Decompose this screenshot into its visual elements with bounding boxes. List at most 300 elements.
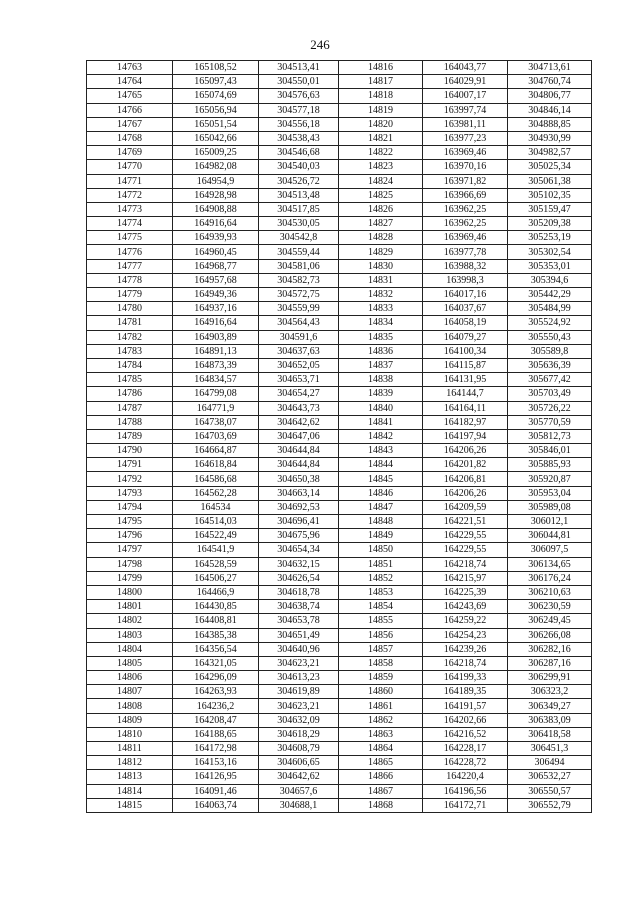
y-coordinate-cell: 304564,43 <box>259 316 339 330</box>
point-id-cell: 14805 <box>87 656 173 670</box>
y-coordinate-cell: 304651,49 <box>259 628 339 642</box>
y-coordinate-cell: 304517,85 <box>259 202 339 216</box>
y-coordinate-cell: 304675,96 <box>259 529 339 543</box>
x-coordinate-cell: 164916,64 <box>173 316 259 330</box>
table-row <box>87 302 592 316</box>
x-coordinate-cell: 164928,98 <box>173 188 259 202</box>
point-id-cell: 14868 <box>339 798 423 812</box>
x-coordinate-cell: 164206,81 <box>423 472 508 486</box>
x-coordinate-cell: 164218,74 <box>423 656 508 670</box>
x-coordinate-cell: 163997,74 <box>423 103 508 117</box>
y-coordinate-cell: 306451,3 <box>508 742 592 756</box>
point-id-cell: 14775 <box>87 231 173 245</box>
y-coordinate-cell: 304654,34 <box>259 543 339 557</box>
point-id-cell: 14843 <box>339 444 423 458</box>
table-row <box>87 699 592 713</box>
point-id-cell: 14824 <box>339 174 423 188</box>
table-row <box>87 458 592 472</box>
y-coordinate-cell: 304642,62 <box>259 770 339 784</box>
table-row <box>87 472 592 486</box>
y-coordinate-cell: 305524,92 <box>508 316 592 330</box>
y-coordinate-cell: 305589,8 <box>508 344 592 358</box>
point-id-cell: 14784 <box>87 358 173 372</box>
x-coordinate-cell: 164063,74 <box>173 798 259 812</box>
point-id-cell: 14828 <box>339 231 423 245</box>
x-coordinate-cell: 164968,77 <box>173 259 259 273</box>
x-coordinate-cell: 164220,4 <box>423 770 508 784</box>
x-coordinate-cell: 164239,26 <box>423 642 508 656</box>
x-coordinate-cell: 164202,66 <box>423 713 508 727</box>
point-id-cell: 14845 <box>339 472 423 486</box>
point-id-cell: 14823 <box>339 160 423 174</box>
point-id-cell: 14774 <box>87 217 173 231</box>
x-coordinate-cell: 163971,82 <box>423 174 508 188</box>
table-row <box>87 571 592 585</box>
point-id-cell: 14858 <box>339 656 423 670</box>
point-id-cell: 14809 <box>87 713 173 727</box>
x-coordinate-cell: 164903,89 <box>173 330 259 344</box>
y-coordinate-cell: 304559,44 <box>259 245 339 259</box>
table-row <box>87 742 592 756</box>
x-coordinate-cell: 164182,97 <box>423 415 508 429</box>
point-id-cell: 14849 <box>339 529 423 543</box>
point-id-cell: 14826 <box>339 202 423 216</box>
y-coordinate-cell: 304623,21 <box>259 699 339 713</box>
x-coordinate-cell: 164017,16 <box>423 288 508 302</box>
y-coordinate-cell: 304696,41 <box>259 515 339 529</box>
y-coordinate-cell: 305102,35 <box>508 188 592 202</box>
table-row <box>87 259 592 273</box>
point-id-cell: 14770 <box>87 160 173 174</box>
x-coordinate-cell: 164225,39 <box>423 585 508 599</box>
point-id-cell: 14796 <box>87 529 173 543</box>
y-coordinate-cell: 306097,5 <box>508 543 592 557</box>
y-coordinate-cell: 306230,59 <box>508 600 592 614</box>
point-id-cell: 14818 <box>339 89 423 103</box>
y-coordinate-cell: 305726,22 <box>508 401 592 415</box>
x-coordinate-cell: 164514,03 <box>173 515 259 529</box>
x-coordinate-cell: 164916,64 <box>173 217 259 231</box>
x-coordinate-cell: 164954,9 <box>173 174 259 188</box>
x-coordinate-cell: 164356,54 <box>173 642 259 656</box>
y-coordinate-cell: 304652,05 <box>259 358 339 372</box>
x-coordinate-cell: 165056,94 <box>173 103 259 117</box>
table-row <box>87 713 592 727</box>
y-coordinate-cell: 306287,16 <box>508 656 592 670</box>
point-id-cell: 14783 <box>87 344 173 358</box>
point-id-cell: 14857 <box>339 642 423 656</box>
table-row <box>87 358 592 372</box>
x-coordinate-cell: 164562,28 <box>173 486 259 500</box>
y-coordinate-cell: 305302,54 <box>508 245 592 259</box>
point-id-cell: 14785 <box>87 373 173 387</box>
point-id-cell: 14777 <box>87 259 173 273</box>
x-coordinate-cell: 164216,52 <box>423 727 508 741</box>
x-coordinate-cell: 164221,51 <box>423 515 508 529</box>
y-coordinate-cell: 304930,99 <box>508 131 592 145</box>
x-coordinate-cell: 164321,05 <box>173 656 259 670</box>
point-id-cell: 14855 <box>339 614 423 628</box>
table-row <box>87 174 592 188</box>
table-row <box>87 429 592 443</box>
x-coordinate-cell: 164199,33 <box>423 671 508 685</box>
y-coordinate-cell: 305636,39 <box>508 358 592 372</box>
table-row <box>87 557 592 571</box>
x-coordinate-cell: 164206,26 <box>423 444 508 458</box>
x-coordinate-cell: 164296,09 <box>173 671 259 685</box>
y-coordinate-cell: 304556,18 <box>259 117 339 131</box>
x-coordinate-cell: 164799,08 <box>173 387 259 401</box>
point-id-cell: 14799 <box>87 571 173 585</box>
y-coordinate-cell: 304692,53 <box>259 500 339 514</box>
point-id-cell: 14819 <box>339 103 423 117</box>
point-id-cell: 14790 <box>87 444 173 458</box>
y-coordinate-cell: 305061,38 <box>508 174 592 188</box>
y-coordinate-cell: 304591,6 <box>259 330 339 344</box>
x-coordinate-cell: 164228,72 <box>423 756 508 770</box>
point-id-cell: 14859 <box>339 671 423 685</box>
point-id-cell: 14838 <box>339 373 423 387</box>
point-id-cell: 14846 <box>339 486 423 500</box>
point-id-cell: 14835 <box>339 330 423 344</box>
point-id-cell: 14788 <box>87 415 173 429</box>
point-id-cell: 14848 <box>339 515 423 529</box>
point-id-cell: 14768 <box>87 131 173 145</box>
x-coordinate-cell: 164534 <box>173 500 259 514</box>
table-row <box>87 444 592 458</box>
x-coordinate-cell: 164703,69 <box>173 429 259 443</box>
y-coordinate-cell: 304608,79 <box>259 742 339 756</box>
point-id-cell: 14772 <box>87 188 173 202</box>
x-coordinate-cell: 163988,32 <box>423 259 508 273</box>
y-coordinate-cell: 304688,1 <box>259 798 339 812</box>
y-coordinate-cell: 304538,43 <box>259 131 339 145</box>
x-coordinate-cell: 164206,26 <box>423 486 508 500</box>
y-coordinate-cell: 306323,2 <box>508 685 592 699</box>
x-coordinate-cell: 164037,67 <box>423 302 508 316</box>
point-id-cell: 14767 <box>87 117 173 131</box>
y-coordinate-cell: 304540,03 <box>259 160 339 174</box>
point-id-cell: 14798 <box>87 557 173 571</box>
point-id-cell: 14771 <box>87 174 173 188</box>
y-coordinate-cell: 304640,96 <box>259 642 339 656</box>
table-row <box>87 500 592 514</box>
y-coordinate-cell: 306266,08 <box>508 628 592 642</box>
table-row <box>87 756 592 770</box>
point-id-cell: 14811 <box>87 742 173 756</box>
y-coordinate-cell: 305812,73 <box>508 429 592 443</box>
x-coordinate-cell: 165051,54 <box>173 117 259 131</box>
point-id-cell: 14766 <box>87 103 173 117</box>
y-coordinate-cell: 306210,63 <box>508 585 592 599</box>
x-coordinate-cell: 164131,95 <box>423 373 508 387</box>
x-coordinate-cell: 164408,81 <box>173 614 259 628</box>
table-row <box>87 515 592 529</box>
point-id-cell: 14827 <box>339 217 423 231</box>
table-row <box>87 543 592 557</box>
point-id-cell: 14837 <box>339 358 423 372</box>
x-coordinate-cell: 164949,36 <box>173 288 259 302</box>
point-id-cell: 14825 <box>339 188 423 202</box>
y-coordinate-cell: 306249,45 <box>508 614 592 628</box>
y-coordinate-cell: 304542,8 <box>259 231 339 245</box>
x-coordinate-cell: 164209,59 <box>423 500 508 514</box>
x-coordinate-cell: 164771,9 <box>173 401 259 415</box>
point-id-cell: 14792 <box>87 472 173 486</box>
point-id-cell: 14769 <box>87 146 173 160</box>
y-coordinate-cell: 305846,01 <box>508 444 592 458</box>
point-id-cell: 14802 <box>87 614 173 628</box>
y-coordinate-cell: 304653,78 <box>259 614 339 628</box>
y-coordinate-cell: 304526,72 <box>259 174 339 188</box>
table-row <box>87 103 592 117</box>
point-id-cell: 14782 <box>87 330 173 344</box>
y-coordinate-cell: 305484,99 <box>508 302 592 316</box>
point-id-cell: 14813 <box>87 770 173 784</box>
x-coordinate-cell: 164100,34 <box>423 344 508 358</box>
x-coordinate-cell: 164208,47 <box>173 713 259 727</box>
point-id-cell: 14803 <box>87 628 173 642</box>
point-id-cell: 14864 <box>339 742 423 756</box>
x-coordinate-cell: 164834,57 <box>173 373 259 387</box>
table-row <box>87 798 592 812</box>
y-coordinate-cell: 304644,84 <box>259 444 339 458</box>
y-coordinate-cell: 305953,04 <box>508 486 592 500</box>
table-row <box>87 231 592 245</box>
table-row <box>87 614 592 628</box>
x-coordinate-cell: 164228,17 <box>423 742 508 756</box>
y-coordinate-cell: 305159,47 <box>508 202 592 216</box>
x-coordinate-cell: 164201,82 <box>423 458 508 472</box>
point-id-cell: 14842 <box>339 429 423 443</box>
point-id-cell: 14833 <box>339 302 423 316</box>
x-coordinate-cell: 164079,27 <box>423 330 508 344</box>
y-coordinate-cell: 305394,6 <box>508 273 592 287</box>
x-coordinate-cell: 164144,7 <box>423 387 508 401</box>
x-coordinate-cell: 163977,23 <box>423 131 508 145</box>
point-id-cell: 14779 <box>87 288 173 302</box>
x-coordinate-cell: 163966,69 <box>423 188 508 202</box>
y-coordinate-cell: 304632,09 <box>259 713 339 727</box>
point-id-cell: 14841 <box>339 415 423 429</box>
point-id-cell: 14786 <box>87 387 173 401</box>
point-id-cell: 14800 <box>87 585 173 599</box>
table-row <box>87 770 592 784</box>
point-id-cell: 14852 <box>339 571 423 585</box>
y-coordinate-cell: 304513,41 <box>259 61 339 75</box>
point-id-cell: 14840 <box>339 401 423 415</box>
point-id-cell: 14812 <box>87 756 173 770</box>
y-coordinate-cell: 306494 <box>508 756 592 770</box>
table-row <box>87 217 592 231</box>
x-coordinate-cell: 164229,55 <box>423 543 508 557</box>
table-row <box>87 330 592 344</box>
x-coordinate-cell: 164229,55 <box>423 529 508 543</box>
y-coordinate-cell: 305703,49 <box>508 387 592 401</box>
point-id-cell: 14853 <box>339 585 423 599</box>
x-coordinate-cell: 164243,69 <box>423 600 508 614</box>
table-row <box>87 245 592 259</box>
table-row <box>87 61 592 75</box>
y-coordinate-cell: 304530,05 <box>259 217 339 231</box>
coordinates-table <box>86 60 592 813</box>
x-coordinate-cell: 164254,23 <box>423 628 508 642</box>
y-coordinate-cell: 304846,14 <box>508 103 592 117</box>
point-id-cell: 14814 <box>87 784 173 798</box>
x-coordinate-cell: 164164,11 <box>423 401 508 415</box>
y-coordinate-cell: 306552,79 <box>508 798 592 812</box>
x-coordinate-cell: 164506,27 <box>173 571 259 585</box>
y-coordinate-cell: 305025,34 <box>508 160 592 174</box>
x-coordinate-cell: 164891,13 <box>173 344 259 358</box>
x-coordinate-cell: 164218,74 <box>423 557 508 571</box>
point-id-cell: 14851 <box>339 557 423 571</box>
y-coordinate-cell: 306550,57 <box>508 784 592 798</box>
x-coordinate-cell: 164982,08 <box>173 160 259 174</box>
y-coordinate-cell: 306134,65 <box>508 557 592 571</box>
point-id-cell: 14797 <box>87 543 173 557</box>
y-coordinate-cell: 304650,38 <box>259 472 339 486</box>
point-id-cell: 14764 <box>87 75 173 89</box>
point-id-cell: 14867 <box>339 784 423 798</box>
point-id-cell: 14856 <box>339 628 423 642</box>
x-coordinate-cell: 164664,87 <box>173 444 259 458</box>
y-coordinate-cell: 306012,1 <box>508 515 592 529</box>
point-id-cell: 14860 <box>339 685 423 699</box>
table-row <box>87 387 592 401</box>
y-coordinate-cell: 304642,62 <box>259 415 339 429</box>
y-coordinate-cell: 306349,27 <box>508 699 592 713</box>
x-coordinate-cell: 164029,91 <box>423 75 508 89</box>
table-row <box>87 188 592 202</box>
y-coordinate-cell: 304654,27 <box>259 387 339 401</box>
y-coordinate-cell: 304638,74 <box>259 600 339 614</box>
x-coordinate-cell: 164937,16 <box>173 302 259 316</box>
y-coordinate-cell: 304623,21 <box>259 656 339 670</box>
point-id-cell: 14789 <box>87 429 173 443</box>
y-coordinate-cell: 304713,61 <box>508 61 592 75</box>
x-coordinate-cell: 164586,68 <box>173 472 259 486</box>
y-coordinate-cell: 304618,29 <box>259 727 339 741</box>
x-coordinate-cell: 164215,97 <box>423 571 508 585</box>
point-id-cell: 14806 <box>87 671 173 685</box>
table-row <box>87 202 592 216</box>
table-row <box>87 273 592 287</box>
point-id-cell: 14776 <box>87 245 173 259</box>
y-coordinate-cell: 306418,58 <box>508 727 592 741</box>
y-coordinate-cell: 306282,16 <box>508 642 592 656</box>
table-row <box>87 685 592 699</box>
x-coordinate-cell: 164263,93 <box>173 685 259 699</box>
y-coordinate-cell: 304888,85 <box>508 117 592 131</box>
x-coordinate-cell: 164939,93 <box>173 231 259 245</box>
x-coordinate-cell: 164873,39 <box>173 358 259 372</box>
y-coordinate-cell: 305353,01 <box>508 259 592 273</box>
y-coordinate-cell: 305442,29 <box>508 288 592 302</box>
point-id-cell: 14844 <box>339 458 423 472</box>
point-id-cell: 14810 <box>87 727 173 741</box>
y-coordinate-cell: 304618,78 <box>259 585 339 599</box>
table-row <box>87 486 592 500</box>
x-coordinate-cell: 163969,46 <box>423 231 508 245</box>
point-id-cell: 14817 <box>339 75 423 89</box>
y-coordinate-cell: 306383,09 <box>508 713 592 727</box>
x-coordinate-cell: 164188,65 <box>173 727 259 741</box>
table-row <box>87 727 592 741</box>
table-row <box>87 401 592 415</box>
x-coordinate-cell: 164126,95 <box>173 770 259 784</box>
y-coordinate-cell: 304572,75 <box>259 288 339 302</box>
table-row <box>87 131 592 145</box>
point-id-cell: 14808 <box>87 699 173 713</box>
y-coordinate-cell: 304982,57 <box>508 146 592 160</box>
table-row <box>87 784 592 798</box>
x-coordinate-cell: 164957,68 <box>173 273 259 287</box>
table-row <box>87 600 592 614</box>
table-row <box>87 671 592 685</box>
table-row <box>87 75 592 89</box>
y-coordinate-cell: 304760,74 <box>508 75 592 89</box>
table-row <box>87 529 592 543</box>
point-id-cell: 14795 <box>87 515 173 529</box>
y-coordinate-cell: 304647,06 <box>259 429 339 443</box>
x-coordinate-cell: 164189,35 <box>423 685 508 699</box>
y-coordinate-cell: 304513,48 <box>259 188 339 202</box>
point-id-cell: 14820 <box>339 117 423 131</box>
x-coordinate-cell: 164430,85 <box>173 600 259 614</box>
point-id-cell: 14791 <box>87 458 173 472</box>
x-coordinate-cell: 163998,3 <box>423 273 508 287</box>
point-id-cell: 14847 <box>339 500 423 514</box>
x-coordinate-cell: 163962,25 <box>423 217 508 231</box>
x-coordinate-cell: 163977,78 <box>423 245 508 259</box>
y-coordinate-cell: 304550,01 <box>259 75 339 89</box>
x-coordinate-cell: 163970,16 <box>423 160 508 174</box>
x-coordinate-cell: 164259,22 <box>423 614 508 628</box>
x-coordinate-cell: 164541,9 <box>173 543 259 557</box>
point-id-cell: 14831 <box>339 273 423 287</box>
y-coordinate-cell: 304626,54 <box>259 571 339 585</box>
y-coordinate-cell: 304576,63 <box>259 89 339 103</box>
y-coordinate-cell: 306532,27 <box>508 770 592 784</box>
point-id-cell: 14793 <box>87 486 173 500</box>
table-row <box>87 316 592 330</box>
x-coordinate-cell: 164058,19 <box>423 316 508 330</box>
x-coordinate-cell: 163969,46 <box>423 146 508 160</box>
x-coordinate-cell: 164043,77 <box>423 61 508 75</box>
point-id-cell: 14836 <box>339 344 423 358</box>
y-coordinate-cell: 304577,18 <box>259 103 339 117</box>
y-coordinate-cell: 306176,24 <box>508 571 592 585</box>
point-id-cell: 14834 <box>339 316 423 330</box>
table-row <box>87 415 592 429</box>
point-id-cell: 14863 <box>339 727 423 741</box>
x-coordinate-cell: 164091,46 <box>173 784 259 798</box>
x-coordinate-cell: 163962,25 <box>423 202 508 216</box>
y-coordinate-cell: 306299,91 <box>508 671 592 685</box>
y-coordinate-cell: 305253,19 <box>508 231 592 245</box>
point-id-cell: 14781 <box>87 316 173 330</box>
table-row <box>87 344 592 358</box>
x-coordinate-cell: 164115,87 <box>423 358 508 372</box>
y-coordinate-cell: 305989,08 <box>508 500 592 514</box>
y-coordinate-cell: 304581,06 <box>259 259 339 273</box>
y-coordinate-cell: 305677,42 <box>508 373 592 387</box>
table-row <box>87 117 592 131</box>
x-coordinate-cell: 164618,84 <box>173 458 259 472</box>
y-coordinate-cell: 304546,68 <box>259 146 339 160</box>
point-id-cell: 14794 <box>87 500 173 514</box>
